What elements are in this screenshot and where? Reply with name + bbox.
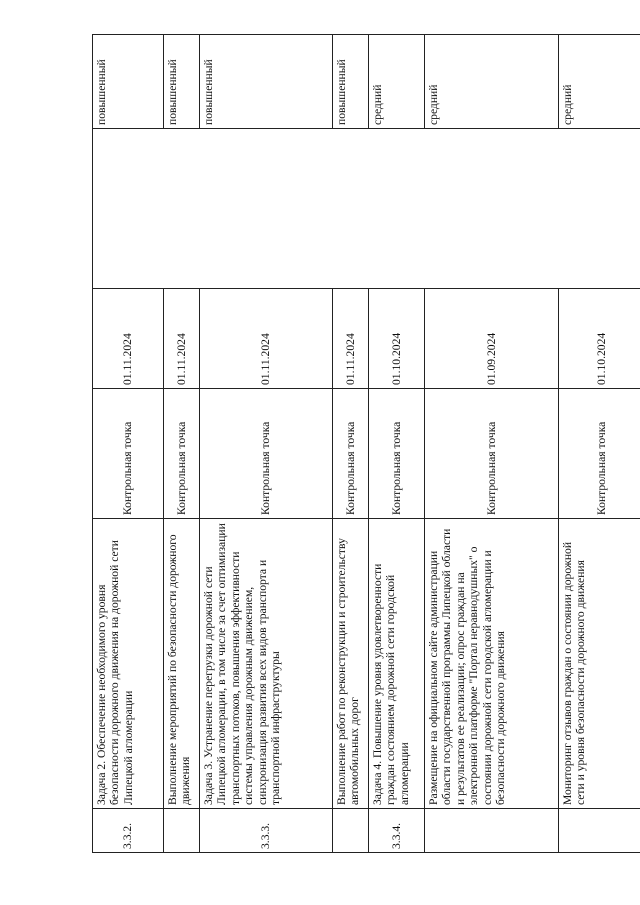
row-number [559,809,640,853]
event-type: Контрольная точка [93,389,164,519]
row-number [425,809,559,853]
row-number [164,809,200,853]
risk-level: повышенный [333,35,369,129]
event-type: Контрольная точка [425,389,559,519]
deadline-date: 01.10.2024 [369,289,425,389]
task-description: Размещение на официальном сайте администрации области государственной программы Липецкой области и результатов ее реализации; опрос граждан на электронной платформе "Портал неравнодушных" о состоянии дорожной сети городской агломерации и безопасности дорожного движения [425,519,559,809]
event-type: Контрольная точка [559,389,640,519]
control-points-table [92,34,640,853]
row-number [333,809,369,853]
task-description: Задача 4. Повышение уровня удовлетворенности граждан состоянием дорожной сети городской агломерации [369,519,425,809]
empty-column-cell [93,129,640,289]
deadline-date: 01.11.2024 [333,289,369,389]
table-row [93,35,164,853]
task-description: Задача 2. Обеспечение необходимого уровня безопасности дорожного движения на дорожной сети Липецкой агломерации [93,519,164,809]
deadline-date: 01.11.2024 [93,289,164,389]
deadline-date: 01.09.2024 [425,289,559,389]
risk-level: средний [425,35,559,129]
task-description: Мониторинг отзывов граждан о состоянии дорожной сети и уровня безопасности дорожного движения [559,519,640,809]
event-type: Контрольная точка [333,389,369,519]
risk-level: повышенный [164,35,200,129]
event-type: Контрольная точка [200,389,333,519]
deadline-date: 01.10.2024 [559,289,640,389]
risk-level: повышенный [93,35,164,129]
row-number: 3.3.3. [200,809,333,853]
risk-level: средний [369,35,425,129]
task-description: Выполнение мероприятий по безопасности дорожного движения [164,519,200,809]
task-description: Выполнение работ по реконструкции и строительству автомобильных дорог [333,519,369,809]
deadline-date: 01.11.2024 [164,289,200,389]
event-type: Контрольная точка [164,389,200,519]
deadline-date: 01.11.2024 [200,289,333,389]
event-type: Контрольная точка [369,389,425,519]
row-number: 3.3.2. [93,809,164,853]
task-description: Задача 3. Устранение перегрузки дорожной сети Липецкой агломерации, в том числе за счет оптимизации транспортных потоков, повышения эффективности системы управления дорожным движением, синхронизация развития всех видов транспорта и транспортной инфраструктуры [200,519,333,809]
row-number: 3.3.4. [369,809,425,853]
risk-level: повышенный [200,35,333,129]
risk-level: средний [559,35,640,129]
rotated-table-wrapper [92,35,640,853]
